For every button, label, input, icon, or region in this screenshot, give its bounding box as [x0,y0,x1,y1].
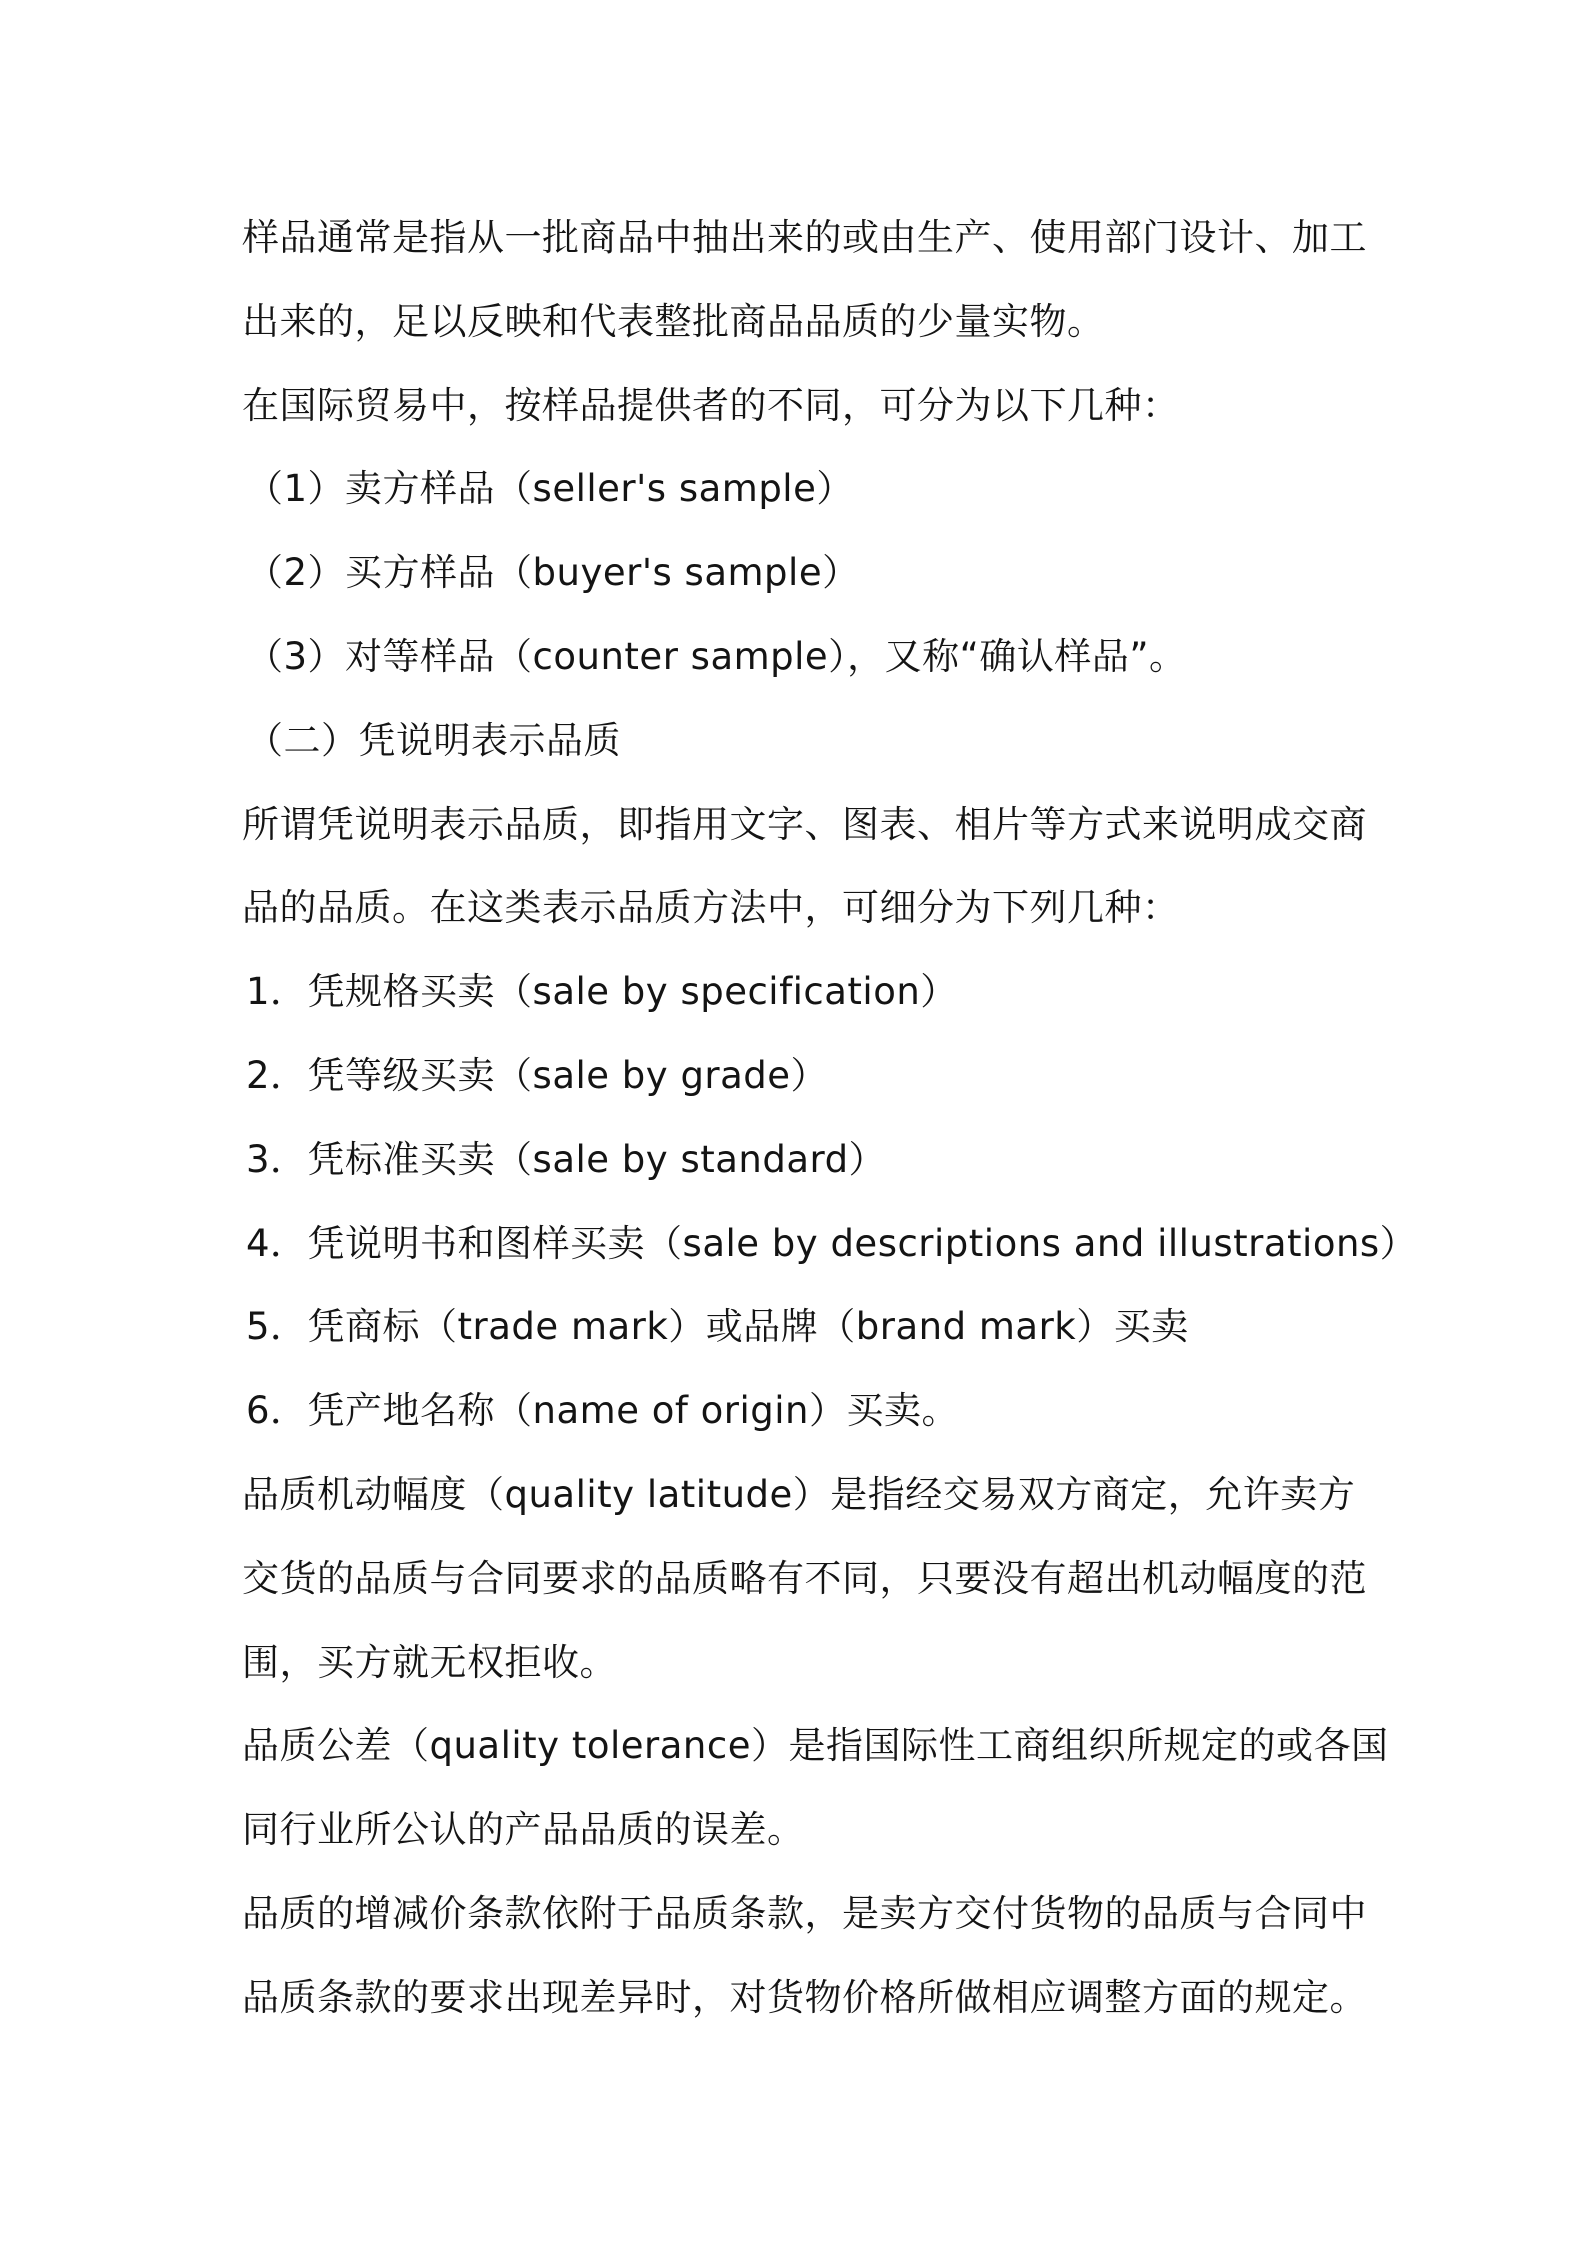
list-item-name-of-origin: 6．凭产地名称（name of origin）买卖。 [246,1389,960,1433]
list-item-standard: 3．凭标准买卖（sale by standard） [246,1137,887,1181]
paragraph-sample-definition-line-1: 样品通常是指从一批商品中抽出来的或由生产、使用部门设计、加工 [242,216,1367,259]
paragraph-price-adjustment-line-2: 品质条款的要求出现差异时，对货物价格所做相应调整方面的规定。 [242,1975,1367,2019]
list-item-specification: 1．凭规格买卖（sale by specification） [246,970,958,1014]
paragraph-price-adjustment-line-1: 品质的增减价条款依附于品质条款，是卖方交付货物的品质与合同中 [242,1891,1367,1935]
paragraph-quality-tolerance-line-2: 同行业所公认的产品品质的误差。 [242,1808,805,1852]
section-heading-by-description: （二）凭说明表示品质 [246,718,621,762]
paragraph-quality-latitude-line-1: 品质机动幅度（quality latitude）是指经交易双方商定，允许卖方 [242,1472,1356,1516]
list-item-descriptions-illustrations: 4．凭说明书和图样买卖（sale by descriptions and illustrations） [246,1221,1418,1265]
paragraph-by-description-line-1: 所谓凭说明表示品质，即指用文字、图表、相片等方式来说明成交商 [242,802,1367,846]
list-item-counter-sample: （3）对等样品（counter sample），又称“确认样品”。 [246,634,1187,678]
list-item-trade-mark: 5．凭商标（trade mark）或品牌（brand mark）买卖 [246,1305,1189,1349]
paragraph-quality-latitude-line-3: 围，买方就无权拒收。 [242,1640,617,1684]
paragraph-by-description-line-2: 品的品质。在这类表示品质方法中，可细分为下列几种： [242,886,1180,930]
paragraph-sample-types-intro: 在国际贸易中，按样品提供者的不同，可分为以下几种： [242,383,1180,427]
list-item-seller-sample: （1）卖方样品（seller's sample） [246,467,854,511]
list-item-grade: 2．凭等级买卖（sale by grade） [246,1053,829,1097]
document-body [242,196,1418,2040]
paragraph-quality-tolerance-line-1: 品质公差（quality tolerance）是指国际性工商组织所规定的或各国 [242,1724,1389,1768]
paragraph-sample-definition-line-2: 出来的，足以反映和代表整批商品品质的少量实物。 [242,299,1105,343]
paragraph-quality-latitude-line-2: 交货的品质与合同要求的品质略有不同，只要没有超出机动幅度的范 [242,1556,1367,1600]
list-item-buyer-sample: （2）买方样品（buyer's sample） [246,551,860,595]
